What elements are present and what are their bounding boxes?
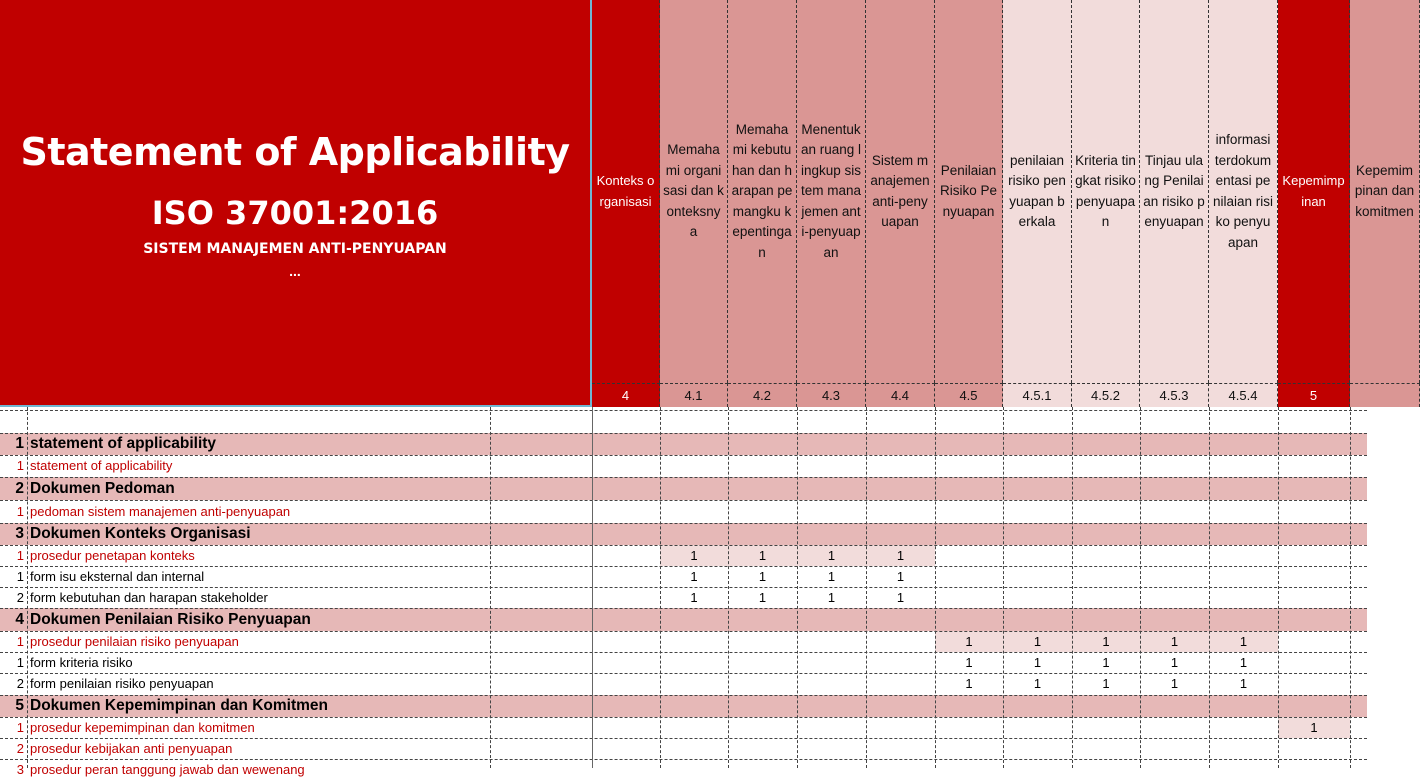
grid-line xyxy=(1003,407,1004,768)
grid-line xyxy=(1209,407,1210,768)
section-label[interactable]: Dokumen Penilaian Risiko Penyuapan xyxy=(30,611,311,628)
grid-line xyxy=(935,407,936,768)
cell-value[interactable]: 1 xyxy=(690,569,698,584)
grid-line xyxy=(660,407,661,768)
column-header-label: Menentukan ruang lingkup sistem manajemen anti-penyuapan xyxy=(800,121,862,260)
standard-title: ISO 37001:2016 xyxy=(151,194,439,232)
grid-line xyxy=(0,455,1367,456)
cell-value[interactable]: 1 xyxy=(827,548,836,563)
column-header[interactable] xyxy=(797,0,866,383)
section-label[interactable]: statement of applicability xyxy=(30,435,217,452)
table-row[interactable] xyxy=(0,652,1367,673)
grid-line xyxy=(0,631,1367,632)
column-code[interactable]: 4.5.4 xyxy=(1209,383,1278,407)
cell-value[interactable]: 1 xyxy=(1102,655,1110,670)
grid-line xyxy=(0,738,1367,739)
column-header-label: Memahami kebutuhan dan harapan pemangku kepentingan xyxy=(731,121,793,260)
grid-line xyxy=(866,407,867,768)
column-code[interactable]: 4 xyxy=(592,383,660,407)
column-header[interactable] xyxy=(935,0,1003,383)
document-label[interactable]: form kriteria risiko xyxy=(30,655,133,670)
section-label[interactable]: Dokumen Konteks Organisasi xyxy=(30,525,251,542)
column-header-label: penilaian risiko penyuapan berkala xyxy=(1008,152,1066,229)
column-header-label: Kriteria tingkat risiko penyuapan xyxy=(1075,152,1136,229)
row-number[interactable]: 2 xyxy=(16,590,24,605)
column-header[interactable] xyxy=(660,0,728,383)
grid-line xyxy=(0,587,1367,588)
row-number[interactable]: 1 xyxy=(16,504,24,519)
column-header[interactable] xyxy=(1140,0,1209,383)
cell-value[interactable]: 1 xyxy=(758,548,767,563)
cell-value[interactable]: 1 xyxy=(690,590,698,605)
cell-value[interactable]: 1 xyxy=(1033,634,1042,649)
grid-line xyxy=(1350,407,1351,768)
cell-value[interactable]: 1 xyxy=(965,634,973,649)
column-header-label: Tinjau ulang Penilaian risiko penyuapan xyxy=(1143,152,1205,229)
column-code[interactable] xyxy=(1350,383,1420,407)
cell-value[interactable]: 1 xyxy=(965,655,973,670)
cell-value[interactable]: 1 xyxy=(827,590,836,605)
column-header[interactable] xyxy=(1072,0,1140,383)
row-number[interactable]: 1 xyxy=(16,655,24,670)
grid-line xyxy=(490,407,491,768)
cell-value[interactable]: 1 xyxy=(965,676,973,691)
document-label[interactable]: prosedur kepemimpinan dan komitmen xyxy=(30,720,255,735)
section-label[interactable]: Dokumen Kepemimpinan dan Komitmen xyxy=(30,697,328,714)
ellipsis-text: ... xyxy=(289,263,301,279)
column-code[interactable]: 4.1 xyxy=(660,383,728,407)
row-number[interactable]: 5 xyxy=(15,697,24,714)
cell-value[interactable]: 1 xyxy=(1170,676,1179,691)
section-row[interactable] xyxy=(0,433,1367,455)
row-number[interactable]: 2 xyxy=(16,676,24,691)
column-header[interactable] xyxy=(728,0,797,383)
cell-value[interactable]: 1 xyxy=(1170,655,1179,670)
table-row[interactable] xyxy=(0,631,1367,652)
cell-value[interactable]: 1 xyxy=(758,590,767,605)
grid-line xyxy=(592,407,593,768)
row-number[interactable]: 2 xyxy=(16,741,24,756)
grid-line xyxy=(0,608,1367,609)
grid-line xyxy=(797,407,798,768)
grid-line xyxy=(0,545,1367,546)
grid-line xyxy=(0,759,1367,760)
cell-value[interactable]: 1 xyxy=(1310,720,1318,735)
table-row[interactable] xyxy=(0,545,1367,566)
grid-line xyxy=(1072,407,1073,768)
column-header-label: Kepemimpinan xyxy=(1282,173,1345,209)
document-label[interactable]: prosedur penilaian risiko penyuapan xyxy=(30,634,239,649)
column-header[interactable] xyxy=(1003,0,1072,383)
grid-line xyxy=(27,407,28,768)
row-number[interactable]: 3 xyxy=(16,762,24,777)
grid-line xyxy=(0,477,1367,478)
grid-line xyxy=(0,673,1367,674)
cell-value[interactable]: 1 xyxy=(1239,655,1248,670)
cell-value[interactable]: 1 xyxy=(1170,634,1179,649)
grid-line xyxy=(0,433,1367,434)
row-number[interactable]: 4 xyxy=(15,611,24,628)
column-code[interactable]: 4.5.1 xyxy=(1003,383,1072,407)
cell-value[interactable]: 1 xyxy=(758,569,767,584)
document-label[interactable]: prosedur penetapan konteks xyxy=(30,548,195,563)
section-row[interactable] xyxy=(0,695,1367,717)
row-number[interactable]: 1 xyxy=(16,569,24,584)
grid-line xyxy=(0,652,1367,653)
column-header-label: informasi terdokumentasi penilaian risiko penyuapan xyxy=(1212,132,1274,250)
row-number[interactable]: 1 xyxy=(16,634,24,649)
cell-value[interactable]: 1 xyxy=(690,548,698,563)
grid-line xyxy=(0,566,1367,567)
cell-value[interactable]: 1 xyxy=(896,590,905,605)
row-number[interactable]: 1 xyxy=(16,720,24,735)
grid-line xyxy=(728,407,729,768)
table-row[interactable] xyxy=(0,455,1367,477)
column-header[interactable] xyxy=(1350,0,1420,383)
row-number[interactable]: 1 xyxy=(16,458,24,473)
column-code[interactable]: 4.4 xyxy=(866,383,935,407)
column-header-label: Konteks organisasi xyxy=(596,173,655,209)
row-number[interactable]: 1 xyxy=(16,548,24,563)
column-header-label: Kepemimpinan dan komitmen xyxy=(1354,162,1415,219)
grid-line xyxy=(1278,407,1279,768)
table-row[interactable] xyxy=(0,587,1367,608)
document-label[interactable]: form penilaian risiko penyuapan xyxy=(30,676,214,691)
table-row[interactable] xyxy=(0,566,1367,587)
cell-value[interactable]: 1 xyxy=(1033,655,1042,670)
table-row[interactable] xyxy=(0,717,1367,738)
column-header[interactable] xyxy=(592,0,660,383)
grid-line xyxy=(0,523,1367,524)
cell-value[interactable]: 1 xyxy=(896,548,905,563)
grid-line xyxy=(0,695,1367,696)
cell-value[interactable]: 1 xyxy=(1033,676,1042,691)
column-header-label: Penilaian Risiko Penyuapan xyxy=(939,162,998,219)
column-header[interactable] xyxy=(1278,0,1350,383)
grid-line xyxy=(0,717,1367,718)
table-row[interactable] xyxy=(0,738,1367,759)
column-code[interactable]: 4.5.3 xyxy=(1140,383,1209,407)
document-label[interactable]: pedoman sistem manajemen anti-penyuapan xyxy=(30,504,291,519)
document-label[interactable]: prosedur peran tanggung jawab dan wewenang xyxy=(30,762,305,777)
document-label[interactable]: statement of applicability xyxy=(30,458,173,473)
document-label[interactable]: prosedur kebijakan anti penyuapan xyxy=(30,741,233,756)
table-row[interactable] xyxy=(0,673,1367,695)
section-row[interactable] xyxy=(0,523,1367,545)
column-header-label: Sistem manajemen anti-penyuapan xyxy=(870,152,930,229)
cell-value[interactable]: 1 xyxy=(1102,634,1110,649)
table-row[interactable] xyxy=(0,500,1367,523)
column-header-label: Memahami organisasi dan konteksnya xyxy=(663,142,724,240)
document-label[interactable]: form isu eksternal dan internal xyxy=(30,569,205,584)
column-code[interactable]: 4.5 xyxy=(935,383,1003,407)
document-label[interactable]: form kebutuhan dan harapan stakeholder xyxy=(30,590,268,605)
column-code[interactable]: 5 xyxy=(1278,383,1350,407)
grid-line xyxy=(0,410,1367,411)
doc-title: Statement of Applicability xyxy=(20,130,570,174)
cell-value[interactable]: 1 xyxy=(1239,634,1248,649)
doc-subtitle: SISTEM MANAJEMEN ANTI-PENYUAPAN xyxy=(143,241,447,257)
column-header[interactable] xyxy=(866,0,935,383)
grid-line xyxy=(1140,407,1141,768)
cell-value[interactable]: 1 xyxy=(1239,676,1248,691)
column-header[interactable] xyxy=(1209,0,1278,383)
cell-value[interactable]: 1 xyxy=(896,569,905,584)
row-number[interactable]: 1 xyxy=(15,435,24,452)
table-row[interactable] xyxy=(0,759,1367,780)
row-number[interactable]: 3 xyxy=(15,525,24,542)
section-row[interactable] xyxy=(0,608,1367,631)
title-block[interactable] xyxy=(0,0,592,407)
section-label[interactable]: Dokumen Pedoman xyxy=(30,480,175,497)
cell-value[interactable]: 1 xyxy=(827,569,836,584)
column-code[interactable]: 4.3 xyxy=(797,383,866,407)
row-number[interactable]: 2 xyxy=(15,480,24,497)
column-code[interactable]: 4.5.2 xyxy=(1072,383,1140,407)
section-row[interactable] xyxy=(0,477,1367,500)
grid-line xyxy=(0,500,1367,501)
column-code[interactable]: 4.2 xyxy=(728,383,797,407)
cell-value[interactable]: 1 xyxy=(1102,676,1110,691)
